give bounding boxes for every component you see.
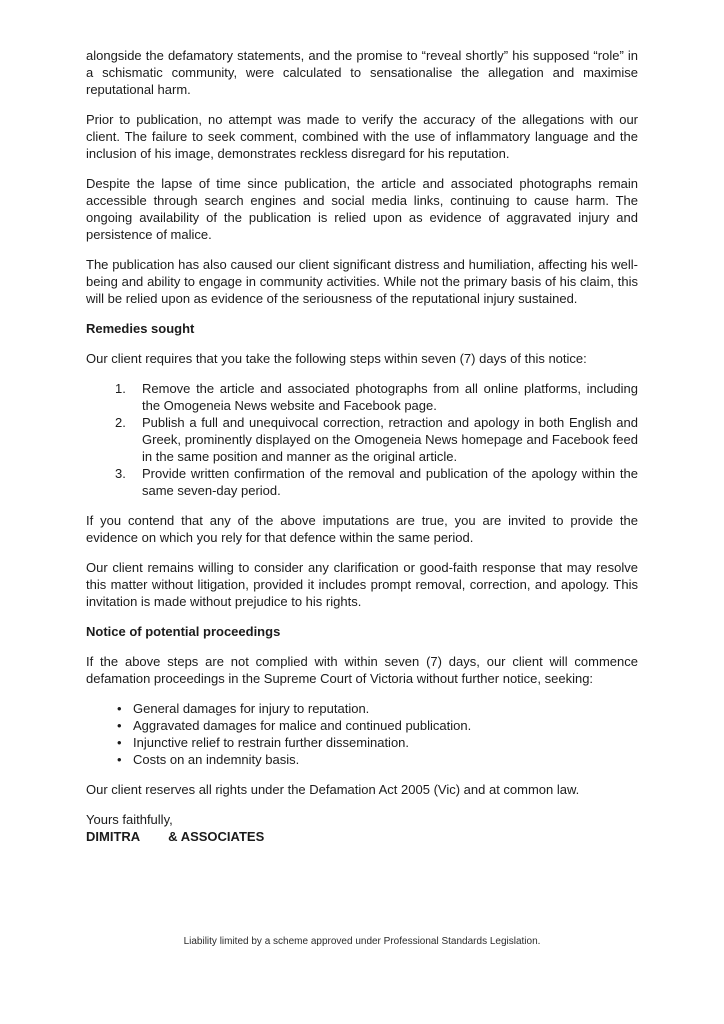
item-text: Publish a full and unequivocal correction, retraction and apology in both English and Greek, prominently displayed on the Omogeneia News homepage and Facebook feed in the same position and manner as the original article. xyxy=(142,415,638,464)
paragraph-defamatory-statements: alongside the defamatory statements, and the promise to “reveal shortly” his supposed “role” in a schismatic community, were calculated to sensationalise the allegation and maximise reputational harm. xyxy=(86,48,638,97)
bullet-icon: • xyxy=(117,701,122,716)
item-text: Provide written confirmation of the removal and publication of the apology within the same seven-day period. xyxy=(142,466,638,498)
paragraph-distress: The publication has also caused our client significant distress and humiliation, affecting his well-being and ability to engage in community activities. While not the primary basis of his claim, this will be relied upon as evidence of the seriousness of the reputational injury sustained. xyxy=(86,257,638,306)
bullet-item xyxy=(86,700,638,717)
bullet-text: Aggravated damages for malice and continued publication. xyxy=(133,718,472,733)
letter-body xyxy=(86,47,638,845)
numbered-item xyxy=(86,380,638,414)
paragraph-imputations-true: If you contend that any of the above imputations are true, you are invited to provide the evidence on which you rely for that defence within the same period. xyxy=(86,513,638,545)
bullet-icon: • xyxy=(117,718,122,733)
numbered-item xyxy=(86,465,638,499)
paragraph-good-faith: Our client remains willing to consider any clarification or good-faith response that may resolve this matter without litigation, provided it includes prompt removal, correction, and apology. This invitation is made without prejudice to his rights. xyxy=(86,560,638,609)
proceedings-heading: Notice of potential proceedings xyxy=(86,624,281,639)
relief-bullet-list xyxy=(86,700,638,768)
bullet-icon: • xyxy=(117,752,122,767)
paragraph-rights-reserved: Our client reserves all rights under the Defamation Act 2005 (Vic) and at common law. xyxy=(86,782,580,797)
remedies-heading: Remedies sought xyxy=(86,321,195,336)
item-number: 2. xyxy=(115,415,126,430)
paragraph-no-verification: Prior to publication, no attempt was made to verify the accuracy of the allegations with our client. The failure to seek comment, combined with the use of inflammatory language and the inclusion of his image, demonstrates reckless disregard for his reputation. xyxy=(86,112,638,161)
bullet-text: Costs on an indemnity basis. xyxy=(133,752,300,767)
firm-name: DIMITRA xyxy=(86,829,141,844)
numbered-item xyxy=(86,414,638,465)
bullet-icon: • xyxy=(117,735,122,750)
item-text: Remove the article and associated photographs from all online platforms, including the Omogeneia News website and Facebook page. xyxy=(142,381,638,413)
bullet-text: General damages for injury to reputation. xyxy=(133,701,370,716)
proceedings-intro: If the above steps are not complied with within seven (7) days, our client will commence defamation proceedings in the Supreme Court of Victoria without further notice, seeking: xyxy=(86,654,638,686)
paragraph-ongoing-availability: Despite the lapse of time since publication, the article and associated photographs remain accessible through search engines and social media links, continuing to cause harm. The ongoing availability of the publication is relied upon as evidence of aggravated injury and persistence of malice. xyxy=(86,176,638,242)
valediction: Yours faithfully, xyxy=(86,812,173,827)
bullet-item xyxy=(86,717,638,734)
bullet-text: Injunctive relief to restrain further dissemination. xyxy=(133,735,410,750)
bullet-item xyxy=(86,751,638,768)
bullet-item xyxy=(86,734,638,751)
firm-suffix: & ASSOCIATES xyxy=(168,829,265,844)
firm-signature xyxy=(86,828,638,845)
item-number: 1. xyxy=(115,381,126,396)
remedies-numbered-list xyxy=(86,380,638,499)
remedies-intro: Our client requires that you take the following steps within seven (7) days of this notice: xyxy=(86,351,587,366)
liability-footer: Liability limited by a scheme approved under Professional Standards Legislation. xyxy=(183,936,541,947)
item-number: 3. xyxy=(115,466,126,481)
